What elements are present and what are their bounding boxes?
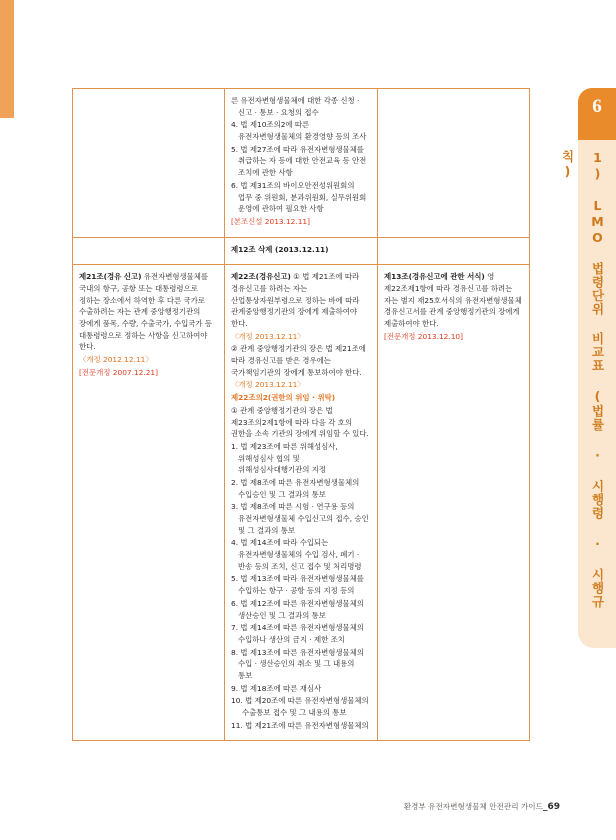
paragraph: 제12조 삭제 (2013.12.11) xyxy=(231,244,329,254)
paragraph: 〈개정 2012.12.11〉 xyxy=(79,355,153,365)
table-cell-col2 xyxy=(225,265,378,741)
page-number: _69 xyxy=(542,802,560,812)
table-row xyxy=(73,89,530,238)
footer-text: 환경부 유전자변형생물체 안전관리 가이드 xyxy=(403,802,543,811)
paragraph: 3. 법 제8조에 따른 시험 · 연구용 등의 유전자변형생물체 수입신고의 접수, 승인 및 그 결과의 통보 xyxy=(231,502,369,535)
table-cell-col1 xyxy=(73,265,225,741)
law-comparison-table xyxy=(72,88,529,741)
paragraph: 제22조의2(권한의 위임 · 위탁) xyxy=(231,393,336,403)
paragraph: 제13조(경유신고에 관한 서식) 영 제22조제1항에 따라 경유신고를 하려는 자는 별지 재25호서식의 유전자변형생물체 경유신고서를 관계 중앙행정기관의 장에게 제출하여야 한다. xyxy=(384,272,522,328)
table-row xyxy=(73,265,530,741)
paragraph: 4. 법 제10조의2에 따른 유전자변형생물체의 환경영향 등의 조사 xyxy=(231,120,367,142)
table-cell-col3 xyxy=(378,89,530,238)
page-footer xyxy=(404,801,560,812)
paragraph: 5. 법 제27조에 따라 유전자변형생물체를 취급하는 자 등에 대한 안전교육 등 안전 조치에 관한 사항 xyxy=(231,144,367,178)
paragraph: [전문개정 2013.12.10] xyxy=(384,331,463,341)
paragraph: 〈개정 2013.12.11〉 xyxy=(231,380,305,390)
table-cell-col1 xyxy=(73,237,225,265)
paragraph: 제21조(경유 신고) 유전자변형생물체를 국내의 항구, 공항 또는 대통령령으로 정하는 장소에서 하역한 후 다른 국가로 수출하려는 자는 관계 중앙행정기관의 장에게 품목, 수량, 수출국가, 수입국가 등 대통령령으로 정하는 사항을 신고하여야 한다. xyxy=(79,272,213,352)
paragraph: 4. 법 제14조에 따라 수입되는 유전자변형생물체의 수입 검사, 폐기 · 반송 등의 조치, 신고 접수 및 처리명령 xyxy=(231,538,362,571)
side-tab-chapter-number: 6 xyxy=(592,96,602,117)
table-body xyxy=(73,89,530,741)
side-tab-label: 1) LMO 법령단위 비교표 (법률 · 시행령 · 시행규칙) xyxy=(560,150,605,609)
paragraph: [전문개정 2007.12.21] xyxy=(79,367,158,377)
paragraph: ① 관계 중앙행정기관의 장은 법 제23조의2제1항에 따라 다음 각 호의 권한을 소속 기관의 장에게 위임할 수 있다. xyxy=(231,405,369,439)
paragraph: 제22조(경유신고) ① 법 제21조에 따라 경유신고를 하려는 자는 산업통상자원부령으로 정하는 바에 따라 관계중앙행정기관의 장에게 제출하여야 한다. xyxy=(231,272,360,328)
paragraph: 8. 법 제13조에 따른 유전자변형생물체의 수입 · 생산승인의 취소 및 그 내용의 통보 xyxy=(231,647,364,680)
paragraph: 9. 법 제18조에 따른 재심사 xyxy=(231,683,322,693)
paragraph: 1. 법 제23조에 따른 위해성심사, 위해성심사 협의 및 위해성심사대행기관의 지정 xyxy=(231,441,338,475)
table-cell-col3 xyxy=(378,265,530,741)
paragraph: 10. 법 제20조에 따른 유전자변형생물체의 수출통보 접수 및 그 내용의 통보 xyxy=(231,696,369,717)
table-cell-col2 xyxy=(225,89,378,238)
page-corner-accent xyxy=(0,0,14,118)
table-cell-col1 xyxy=(73,89,225,238)
paragraph: 른 유전자변형생물체에 대한 각종 신청 · 신고 · 통보 · 요청의 접수 xyxy=(231,96,360,117)
paragraph: 5. 법 제13조에 따라 유전자변형생물체를 수입하는 항구 · 공항 등의 지정 등의 xyxy=(231,574,364,596)
paragraph: 6. 법 제12조에 따른 유전자변형생물체의 생산승인 및 그 결과의 통보 xyxy=(231,598,364,620)
paragraph: [본조신설 2013.12.11] xyxy=(231,216,310,226)
paragraph: 〈개정 2013.12.11〉 xyxy=(231,331,305,341)
paragraph: 11. 법 제21조에 따른 유전자변형생물체의 xyxy=(231,720,369,730)
paragraph: 2. 법 제8조에 따른 유전자변형생물체의 수입승인 및 그 결과의 통보 xyxy=(231,477,360,499)
table-row xyxy=(73,237,530,265)
table-cell-col2 xyxy=(225,237,378,265)
paragraph: ② 관계 중앙행정기관의 장은 법 제21조에 따라 경유신고를 받은 경우에는 국가책임기관의 장에게 통보하여야 한다. xyxy=(231,344,366,377)
paragraph: 6. 법 제31조의 바이오안전성위원회의 업무 중 위원회, 분과위원회, 실무위원회 운영에 관하여 필요한 사항 xyxy=(231,180,367,214)
table-cell-col3 xyxy=(378,237,530,265)
paragraph: 7. 법 제14조에 따른 유전자변형생물체의 수입하나 생산의 금지 · 제한 조치 xyxy=(231,623,364,644)
